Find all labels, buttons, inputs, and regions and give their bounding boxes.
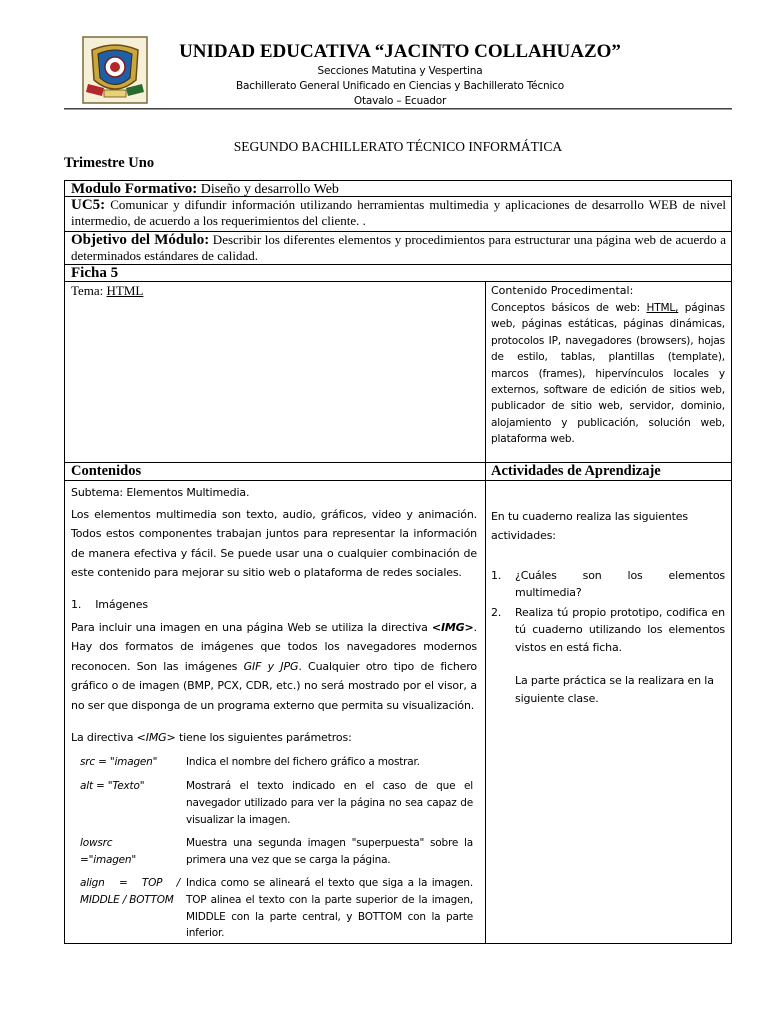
params-text-b: tiene los siguientes parámetros: [175, 731, 352, 744]
param-desc: Muestra una segunda imagen "superpuesta" sobre la primera una vez que se carga la página. [186, 837, 473, 866]
activities-intro: En tu cuaderno realiza las siguientes actividades: [491, 510, 688, 542]
procedural-body [491, 300, 725, 448]
parameters-intro [71, 731, 477, 744]
uc5-row [71, 197, 726, 228]
procedural-html-link: HTML, [646, 302, 679, 314]
objective-label: Objetivo del Módulo: [71, 232, 210, 248]
procedural-label: Conceptos básicos de web: [491, 302, 640, 314]
image-formats: GIF y JPG [243, 659, 299, 673]
column-divider [485, 281, 486, 944]
section-number: 1. [71, 598, 82, 611]
activities-list [491, 567, 725, 658]
ficha-label: Ficha 5 [71, 265, 119, 281]
tema-label: Tema: [71, 283, 107, 298]
header-sections: Secciones Matutina y Vespertina [317, 65, 483, 77]
param-name: lowsrc ="imagen" [80, 837, 137, 866]
contents-header: Contenidos [71, 463, 142, 479]
img-tag-inline: <IMG> [136, 731, 176, 744]
table-divider [64, 281, 732, 282]
objective-value: Describir los diferentes elementos y procedimientos para estructurar una página web de acuerdo a determinados estándares de calidad. [71, 232, 726, 263]
tema-value: HTML [106, 283, 144, 298]
param-name: align = TOP / MIDDLE / BOTTOM [80, 877, 180, 906]
school-crest-icon [82, 36, 148, 104]
images-text-a: Para incluir una imagen en una página Web se utiliza la directiva [71, 621, 432, 634]
activity-text: Realiza tú propio prototipo, codifica en tú cuaderno utilizando los elementos vistos en está ficha. [515, 605, 725, 654]
activity-number: 1. [491, 569, 502, 582]
images-paragraph [71, 618, 477, 715]
header-divider [64, 108, 732, 110]
param-name: src = "imagen" [80, 756, 158, 768]
course-title: SEGUNDO BACHILLERATO TÉCNICO INFORMÁTICA [233, 139, 563, 154]
uc5-value: Comunicar y difundir información utilizando herramientas multimedia y aplicaciones de desarrollo WEB de nivel intermedio, de acuerdo a los requerimientos del cliente. . [71, 197, 726, 228]
activity-number: 2. [491, 605, 502, 619]
img-tag: <IMG> [431, 621, 474, 634]
activity-item [491, 567, 725, 602]
activities-note: La parte práctica se la realizara en la siguiente clase. [515, 674, 714, 705]
param-desc: Indica el nombre del fichero gráfico a mostrar. [186, 756, 420, 768]
param-desc: Indica como se alineará el texto que siga a la imagen. TOP alinea el texto con la parte superior de la imagen, MIDDLE con la parte central, y BOTTOM con la parte inferior. [186, 877, 473, 940]
procedural-title: Contenido Procedimental: [491, 284, 634, 297]
module-value: Diseño y desarrollo Web [197, 182, 339, 197]
param-name: alt = "Texto" [80, 780, 145, 792]
school-name: UNIDAD EDUCATIVA “JACINTO COLLAHUAZO” [179, 41, 621, 62]
param-desc: Mostrará el texto indicado en el caso de que el navegador utilizado para ver la página no sea capaz de visualizar la imagen. [186, 780, 473, 826]
header-location: Otavalo – Ecuador [353, 95, 447, 107]
images-text-c: . Cualquier otro tipo de fichero gráfico o de imagen (BMP, PCX, CDR, etc.) no será mostrado por el visor, a no ser que disponga de un programa externo que permita su visualización. [71, 659, 477, 712]
table-divider [64, 264, 732, 265]
module-label: Modulo Formativo: [71, 181, 198, 197]
trimester-label: Trimestre Uno [64, 155, 155, 171]
params-text-a: La directiva [71, 731, 137, 744]
objective-row [71, 232, 726, 263]
subtopic-title: Subtema: Elementos Multimedia. [71, 486, 250, 499]
section-heading [71, 598, 477, 611]
multimedia-paragraph: Los elementos multimedia son texto, audio, gráficos, video y animación. Todos estos componentes trabajan juntos para representar la información de manera efectiva y fácil. Se puede usar una o cualquier combinación de este contenido para mejorar su sitio web o plataforma de redes sociales. [71, 508, 477, 579]
tema-cell [71, 283, 143, 299]
images-text-b: . Hay dos formatos de imágenes que todos los navegadores modernos reconocen. Son las imágenes [71, 621, 477, 673]
header-programs: Bachillerato General Unificado en Ciencias y Bachillerato Técnico [236, 80, 564, 92]
table-divider [64, 480, 732, 481]
activity-item [491, 604, 725, 656]
module-row [71, 181, 726, 197]
section-title: Imágenes [95, 598, 148, 611]
activities-header: Actividades de Aprendizaje [491, 463, 661, 479]
procedural-topics: páginas web, páginas estáticas, páginas dinámicas, protocolos IP, navegadores (browsers), hojas de estilo, tablas, plantillas (template), marcos (frames), hipervínculos locales y externos, software de edición de sitios web, publicador de sitio web, servidor, dominio, alojamiento y publicación, solución web, plataforma web. [491, 302, 725, 446]
uc5-label: UC5: [71, 197, 106, 213]
activity-text: ¿Cuáles son los elementos multimedia? [515, 569, 725, 600]
